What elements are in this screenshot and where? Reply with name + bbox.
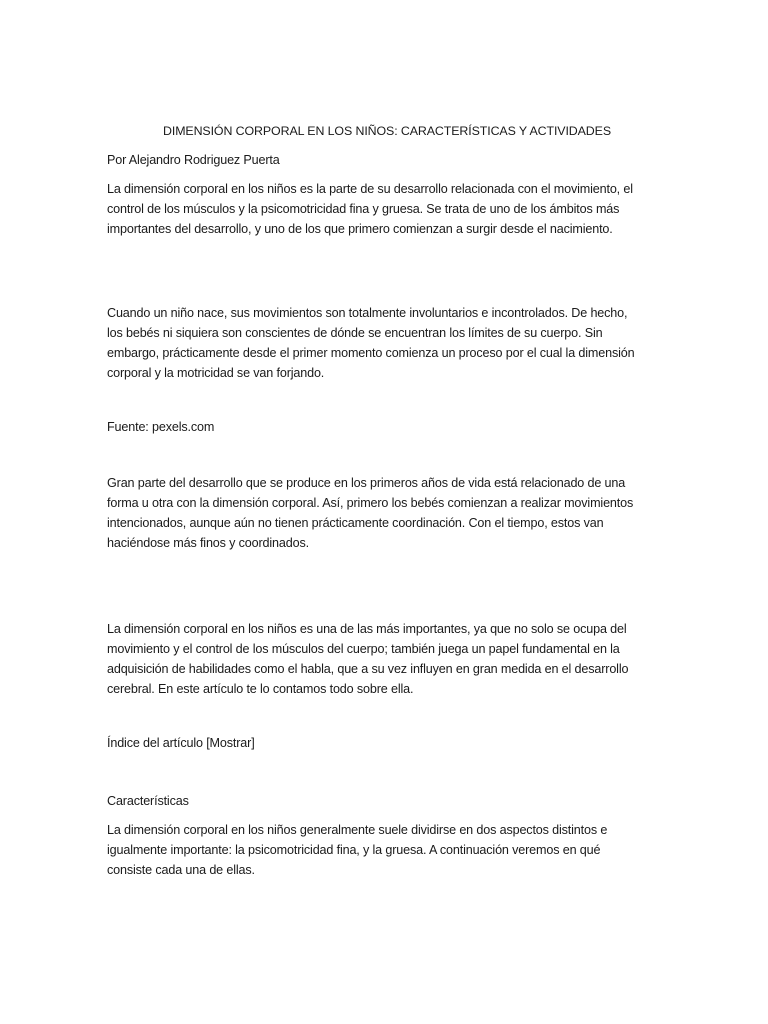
source-text: Fuente: pexels.com	[107, 420, 215, 434]
paragraph-line: embargo, prácticamente desde el primer momento comienza un proceso por el cual la dimensión	[107, 346, 635, 360]
paragraph-line: movimiento y el control de los músculos del cuerpo; también juega un papel fundamental en la	[107, 642, 620, 656]
paragraph-line: La dimensión corporal en los niños es la parte de su desarrollo relacionada con el movimiento, el	[107, 182, 633, 196]
paragraph-line: forma u otra con la dimensión corporal. Así, primero los bebés comienzan a realizar movimientos	[107, 496, 634, 510]
paragraph-line: adquisición de habilidades como el habla, que a su vez influyen en gran medida en el desarrollo	[107, 662, 629, 676]
section-heading-text: Características	[107, 794, 189, 808]
paragraph-aspects	[107, 820, 667, 880]
author-line	[107, 150, 667, 170]
paragraph-line: Gran parte del desarrollo que se produce en los primeros años de vida está relacionado de una	[107, 476, 626, 490]
paragraph-line: cerebral. En este artículo te lo contamos todo sobre ella.	[107, 682, 414, 696]
paragraph-line: La dimensión corporal en los niños generalmente suele dividirse en dos aspectos distintos e	[107, 823, 608, 837]
author-text: Por Alejandro Rodriguez Puerta	[107, 153, 280, 167]
paragraph-line: control de los músculos y la psicomotricidad fina y gruesa. Se trata de uno de los ámbitos más	[107, 202, 620, 216]
table-of-contents	[107, 733, 667, 753]
paragraph-line: consiste cada una de ellas.	[107, 863, 255, 877]
paragraph-newborn	[107, 303, 667, 383]
paragraph-line: La dimensión corporal en los niños es una de las más importantes, ya que no solo se ocupa del	[107, 622, 627, 636]
paragraph-line: intencionados, aunque aún no tienen prácticamente coordinación. Con el tiempo, estos van	[107, 516, 604, 530]
paragraph-line: haciéndose más finos y coordinados.	[107, 536, 309, 550]
paragraph-line: los bebés ni siquiera son conscientes de dónde se encuentran los límites de su cuerpo. Sin	[107, 326, 603, 340]
document-title: DIMENSIÓN CORPORAL EN LOS NIÑOS: CARACTERÍSTICAS Y ACTIVIDADES	[163, 124, 611, 138]
paragraph-line: importantes del desarrollo, y uno de los que primero comienzan a surgir desde el nacimiento.	[107, 222, 613, 236]
toc-text: Índice del artículo [Mostrar]	[107, 736, 255, 750]
paragraph-development	[107, 473, 667, 553]
paragraph-line: igualmente importante: la psicomotricidad fina, y la gruesa. A continuación veremos en qué	[107, 843, 601, 857]
source-credit	[107, 417, 667, 437]
paragraph-intro	[107, 179, 667, 239]
paragraph-line: Cuando un niño nace, sus movimientos son totalmente involuntarios e incontrolados. De hecho,	[107, 306, 628, 320]
section-heading-caracteristicas	[107, 791, 667, 811]
paragraph-line: corporal y la motricidad se van forjando.	[107, 366, 325, 380]
paragraph-importance	[107, 619, 667, 699]
